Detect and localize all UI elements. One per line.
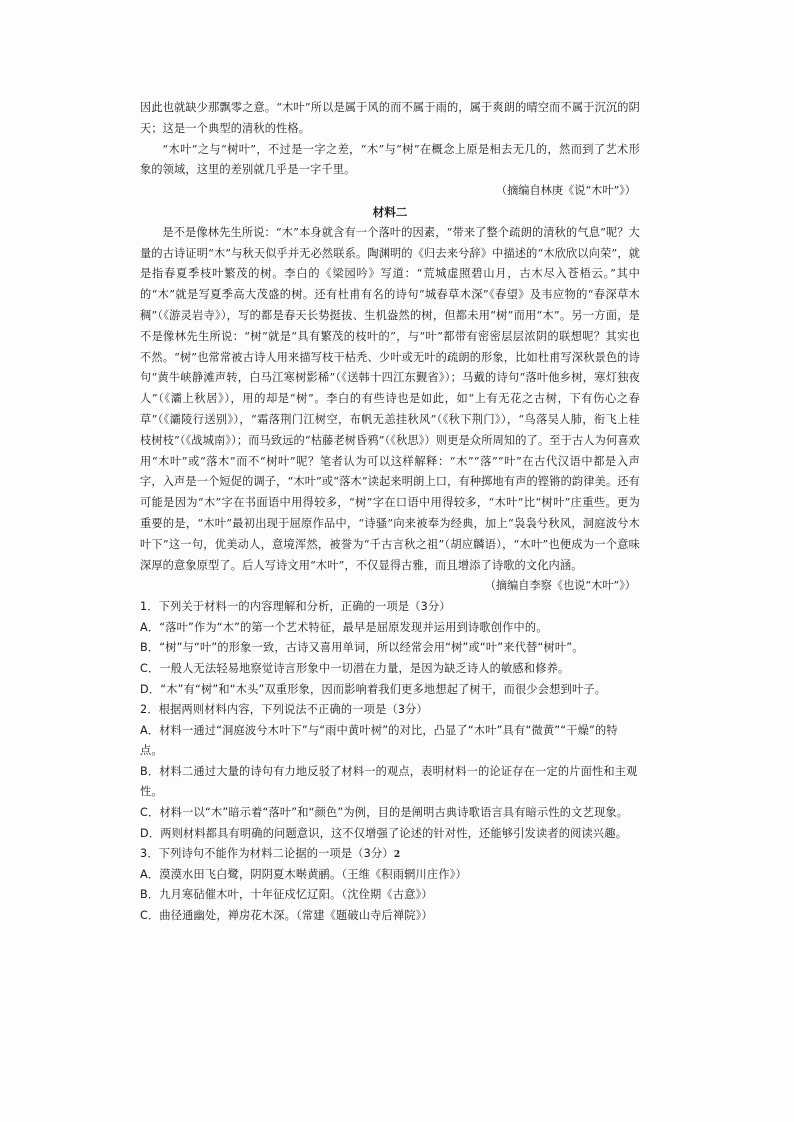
material2-source: （摘编自李察《也说“木叶”》） bbox=[484, 579, 636, 593]
question-1 bbox=[140, 597, 640, 700]
material1-paragraph-tail: 因此也就缺少那飘零之意。“木叶”所以是属于风的而不属于雨的，属于爽朗的晴空而不属于沉沉的阴天；这是一个典型的清秋的性格。 bbox=[140, 101, 640, 135]
option-d: D．两则材料都具有明确的问题意识，这不仅增强了论述的针对性，还能够引发读者的阅读兴趣。 bbox=[140, 826, 628, 840]
option-b: B．九月寒砧催木叶，十年征戍忆辽阳。（沈佺期《古意》） bbox=[140, 888, 433, 902]
option-a: A．漠漠水田飞白鹭，阴阴夏木啭黄鹂。（王维《积雨辋川庄作》） bbox=[140, 867, 467, 881]
option-c: C．一般人无法轻易地察觉诗言形象中一切潜在力量，是因为缺乏诗人的敏感和修养。 bbox=[140, 661, 570, 675]
question-2 bbox=[140, 700, 640, 844]
material2-heading: 材料二 bbox=[372, 204, 408, 219]
page-number: 2 bbox=[393, 850, 401, 860]
option-c: C．材料一以“木”暗示着“落叶”和“颜色”为例，目的是阐明古典诗歌语言具有暗示性的文艺现象。 bbox=[140, 806, 629, 820]
option-b: B．材料二通过大量的诗句有力地反驳了材料一的观点，表明材料一的论证存在一定的片面性和主观性。 bbox=[140, 764, 638, 799]
option-b: B．“树”与“叶”的形象一致，古诗又喜用单词，所以经常会用“树”或“叶”来代替“树叶”。 bbox=[140, 641, 584, 655]
option-d: D．“木”有“树”和“木头”双重形象，因而影响着我们更多地想起了树干，而很少会想到叶子。 bbox=[140, 682, 607, 696]
question-stem: 3．下列诗句不能作为材料二论据的一项是（3分） bbox=[140, 847, 394, 861]
material2-body: 是不是像林先生所说：“木”本身就含有一个落叶的因素，“带来了整个疏朗的清秋的气息”呢？大量的古诗证明“木”与秋天似乎并无必然联系。陶渊明的《归去来兮辞》中描述的“木欣欣以向荣”，就是指春夏季枝叶繁茂的树。李白的《梁园吟》写道：“荒城虚照碧山月，古木尽入苍梧云。”其中的“木”就是写夏季高大茂盛的树。还有杜甫有名的诗句“城春草木深”《春望》及韦应物的“春深草木稠”（《游灵岩寺》），写的都是春天长势挺拔、生机盎然的树，但都未用“树”而用“木”。另一方面，是不是像林先生所说：“树”就是“具有繁茂的枝叶的”，与“叶”都带有密密层层浓阴的联想呢？其实也不然。“树”也常常被古诗人用来描写枝干枯秃、少叶或无叶的疏朗的形象，比如杜甫写深秋景色的诗句“黄牛峡静滩声转，白马江寒树影稀”（《送韩十四江东觐省》）；马戴的诗句“落叶他乡树，寒灯独夜人”（《灞上秋居》），用的却是“树”。李白的有些诗也是如此，如“上有无花之古树，下有伤心之春草”（《灞陵行送别》），“霜落荆门江树空，布帆无恙挂秋风”（《秋下荆门》），“鸟落吴人肺，衔飞上桂枝树枝”（《战城南》）；而马致远的“枯藤老树昏鸦”（《秋思》）则更是众所周知的了。至于古人为何喜欢用“木叶”或“落木”而不“树叶”呢？笔者认为可以这样解释：“木”“落”“叶”在古代汉语中都是入声字，入声是一个短促的调子，“木叶”或“落木”读起来明朗上口，有种掷地有声的铿锵的韵律美。还有可能是因为“木”字在书面语中用得较多，“树”字在口语中用得较多，“木叶”比“树叶”庄重些。更为重要的是，“木叶”最初出现于屈原作品中，“诗骚”向来被奉为经典，加上“袅袅兮秋风，洞庭波兮木叶下”这一句，优美动人，意境浑然，被誉为“千古言秋之祖”（胡应麟语），“木叶”也便成为一个意味深厚的意象原型了。后人写诗文用“木叶”，不仅显得古雅，而且增添了诗歌的文化内涵。 bbox=[140, 225, 640, 572]
question-stem: 2．根据两则材料内容，下列说法不正确的一项是（3分） bbox=[140, 703, 428, 717]
question-stem: 1．下列关于材料一的内容理解和分析，正确的一项是（3分） bbox=[140, 600, 451, 614]
option-c: C．曲径通幽处，禅房花木深。（常建《题破山寺后禅院》） bbox=[140, 909, 433, 923]
material1-source: （摘编自林庚《说“木叶”》） bbox=[495, 184, 636, 198]
material1-paragraph-conclusion: “木叶”之与“树叶”，不过是一字之差，“木”与“树”在概念上原是相去无几的，然而到了艺术形象的领域，这里的差别就几乎是一字千里。 bbox=[140, 142, 640, 177]
page-content bbox=[140, 98, 640, 927]
option-a: A．材料一通过“洞庭波兮木叶下”与“雨中黄叶树”的对比，凸显了“木叶”具有“微黄”“干燥”的特点。 bbox=[140, 723, 618, 758]
option-a: A．“落叶”作为“木”的第一个艺术特征，最早是屈原发现并运用到诗歌创作中的。 bbox=[140, 620, 548, 634]
